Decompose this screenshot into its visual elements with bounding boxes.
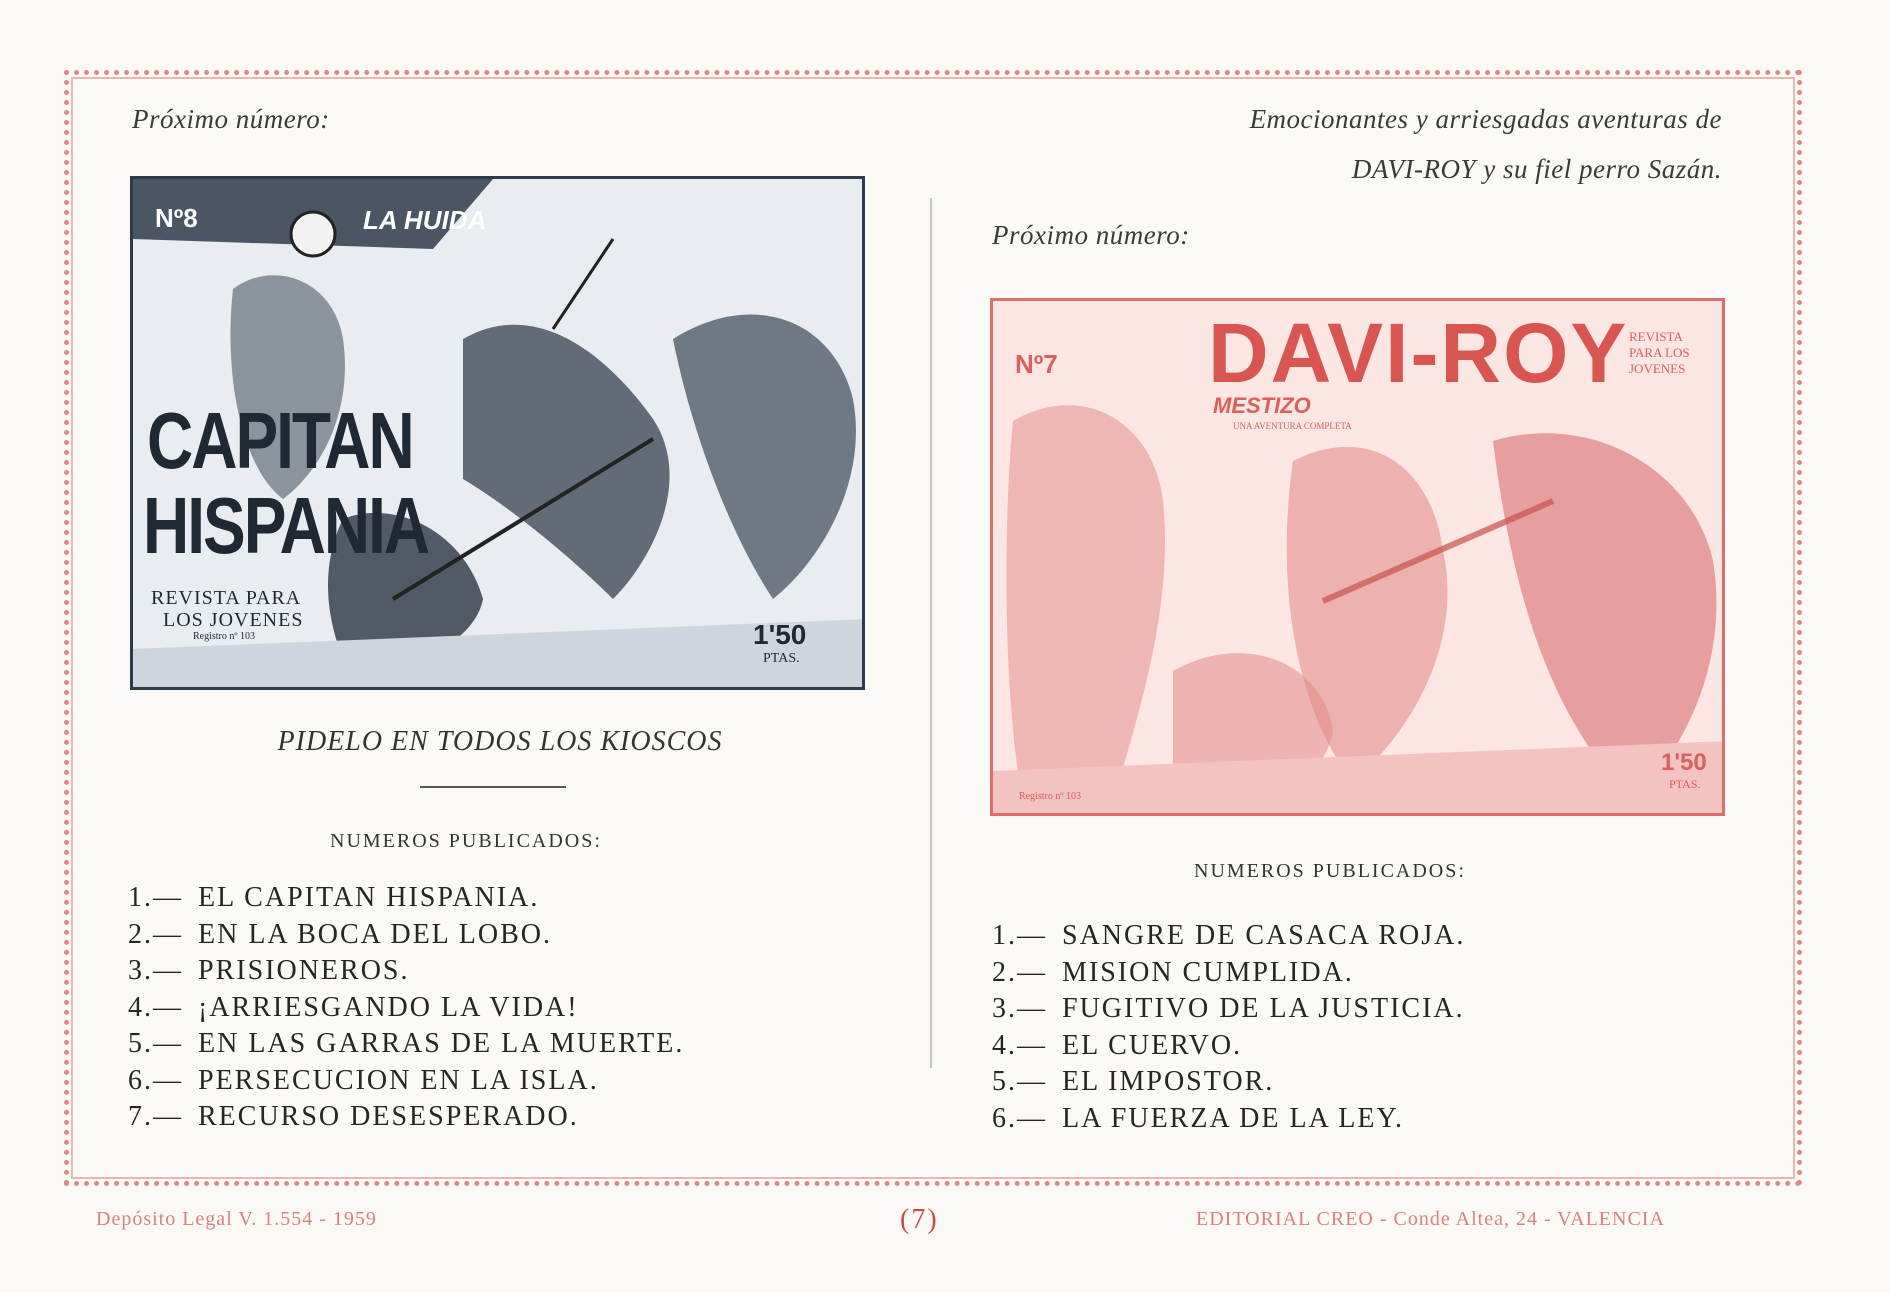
cover-price: 1'50 xyxy=(1661,749,1707,776)
list-item xyxy=(992,991,1465,1028)
issue-title: PERSECUCION EN LA ISLA. xyxy=(198,1064,599,1096)
cover-tagline-line2: LOS JOVENES xyxy=(163,609,304,631)
left-published-heading: NUMEROS PUBLICADOS: xyxy=(330,830,602,852)
issue-number: 6.— xyxy=(992,1102,1047,1134)
cover-episode-title: LA HUIDA xyxy=(363,205,487,235)
left-issue-list xyxy=(128,880,684,1136)
cover-subtitle: UNA AVENTURA COMPLETA xyxy=(1233,421,1352,431)
cover-episode-title: MESTIZO xyxy=(1213,393,1311,418)
issue-title: EN LA BOCA DEL LOBO. xyxy=(198,918,552,950)
cover-tagline-line3: JOVENES xyxy=(1629,361,1686,376)
cover-issue-number: Nº8 xyxy=(155,203,198,233)
kiosk-call-to-action: PIDELO EN TODOS LOS KIOSCOS xyxy=(277,726,723,757)
davi-roy-cover xyxy=(990,298,1725,816)
right-published-heading: NUMEROS PUBLICADOS: xyxy=(1194,860,1466,882)
list-item xyxy=(992,918,1465,955)
list-item xyxy=(992,1064,1465,1101)
issue-number: 7.— xyxy=(128,1101,183,1132)
issue-number: 3.— xyxy=(992,993,1047,1024)
issue-title: FUGITIVO DE LA JUSTICIA. xyxy=(1062,993,1465,1024)
cover-title-line2: HISPANIA xyxy=(143,480,429,571)
list-item xyxy=(128,990,684,1027)
issue-title: EL CAPITAN HISPANIA. xyxy=(198,882,540,913)
cover-currency: PTAS. xyxy=(1669,777,1701,791)
cover-price: 1'50 xyxy=(753,619,807,650)
cover-currency: PTAS. xyxy=(763,651,800,666)
issue-title: EL CUERVO. xyxy=(1062,1029,1243,1061)
cover-tagline-line1: REVISTA PARA xyxy=(151,587,302,609)
list-item xyxy=(128,953,684,990)
issue-title: RECURSO DESESPERADO. xyxy=(198,1101,579,1132)
list-item xyxy=(128,880,684,917)
issue-number: 2.— xyxy=(992,956,1047,988)
issue-title: LA FUERZA DE LA LEY. xyxy=(1062,1102,1405,1134)
issue-title: EL IMPOSTOR. xyxy=(1062,1066,1275,1097)
issue-title: MISION CUMPLIDA. xyxy=(1062,956,1354,988)
separator-rule xyxy=(420,786,566,788)
issue-number: 5.— xyxy=(128,1028,183,1059)
publisher-address: EDITORIAL CREO - Conde Altea, 24 - VALENCIA xyxy=(1196,1208,1665,1230)
list-item xyxy=(128,1099,684,1136)
issue-title: SANGRE DE CASACA ROJA. xyxy=(1062,920,1466,951)
page-number: (7) xyxy=(900,1204,939,1235)
legal-deposit: Depósito Legal V. 1.554 - 1959 xyxy=(96,1208,377,1230)
cover-title: DAVI-ROY xyxy=(1208,306,1629,400)
intro-line2: DAVI-ROY y su fiel perro Sazán. xyxy=(1351,154,1722,184)
list-item xyxy=(992,1028,1465,1065)
issue-number: 5.— xyxy=(992,1066,1047,1097)
intro-line1: Emocionantes y arriesgadas aventuras de xyxy=(1249,104,1722,134)
issue-title: PRISIONEROS. xyxy=(198,955,410,986)
cover-registro: Registro nº 103 xyxy=(193,631,255,642)
issue-number: 1.— xyxy=(128,882,183,913)
list-item xyxy=(128,1026,684,1063)
list-item xyxy=(992,955,1465,992)
list-item xyxy=(128,1063,684,1100)
issue-number: 6.— xyxy=(128,1064,183,1096)
cover-tagline-line1: REVISTA xyxy=(1629,329,1683,344)
list-item xyxy=(992,1101,1465,1138)
issue-title: ¡ARRIESGANDO LA VIDA! xyxy=(198,991,579,1023)
cover-title-line1: CAPITAN xyxy=(147,395,413,486)
cover-registro: Registro nº 103 xyxy=(1019,791,1081,802)
issue-number: 4.— xyxy=(992,1029,1047,1061)
issue-number: 3.— xyxy=(128,955,183,986)
left-next-issue-label: Próximo número: xyxy=(132,104,330,134)
issue-number: 1.— xyxy=(992,920,1047,951)
issue-title: EN LAS GARRAS DE LA MUERTE. xyxy=(198,1028,685,1059)
right-issue-list xyxy=(992,918,1465,1137)
cover-issue-number: Nº7 xyxy=(1015,349,1058,379)
cover-tagline-line2: PARA LOS xyxy=(1629,345,1690,360)
list-item xyxy=(128,917,684,954)
issue-number: 4.— xyxy=(128,991,183,1023)
column-divider xyxy=(930,198,932,1068)
issue-number: 2.— xyxy=(128,918,183,950)
capitan-hispania-cover xyxy=(130,176,865,690)
right-next-issue-label: Próximo número: xyxy=(992,220,1190,250)
